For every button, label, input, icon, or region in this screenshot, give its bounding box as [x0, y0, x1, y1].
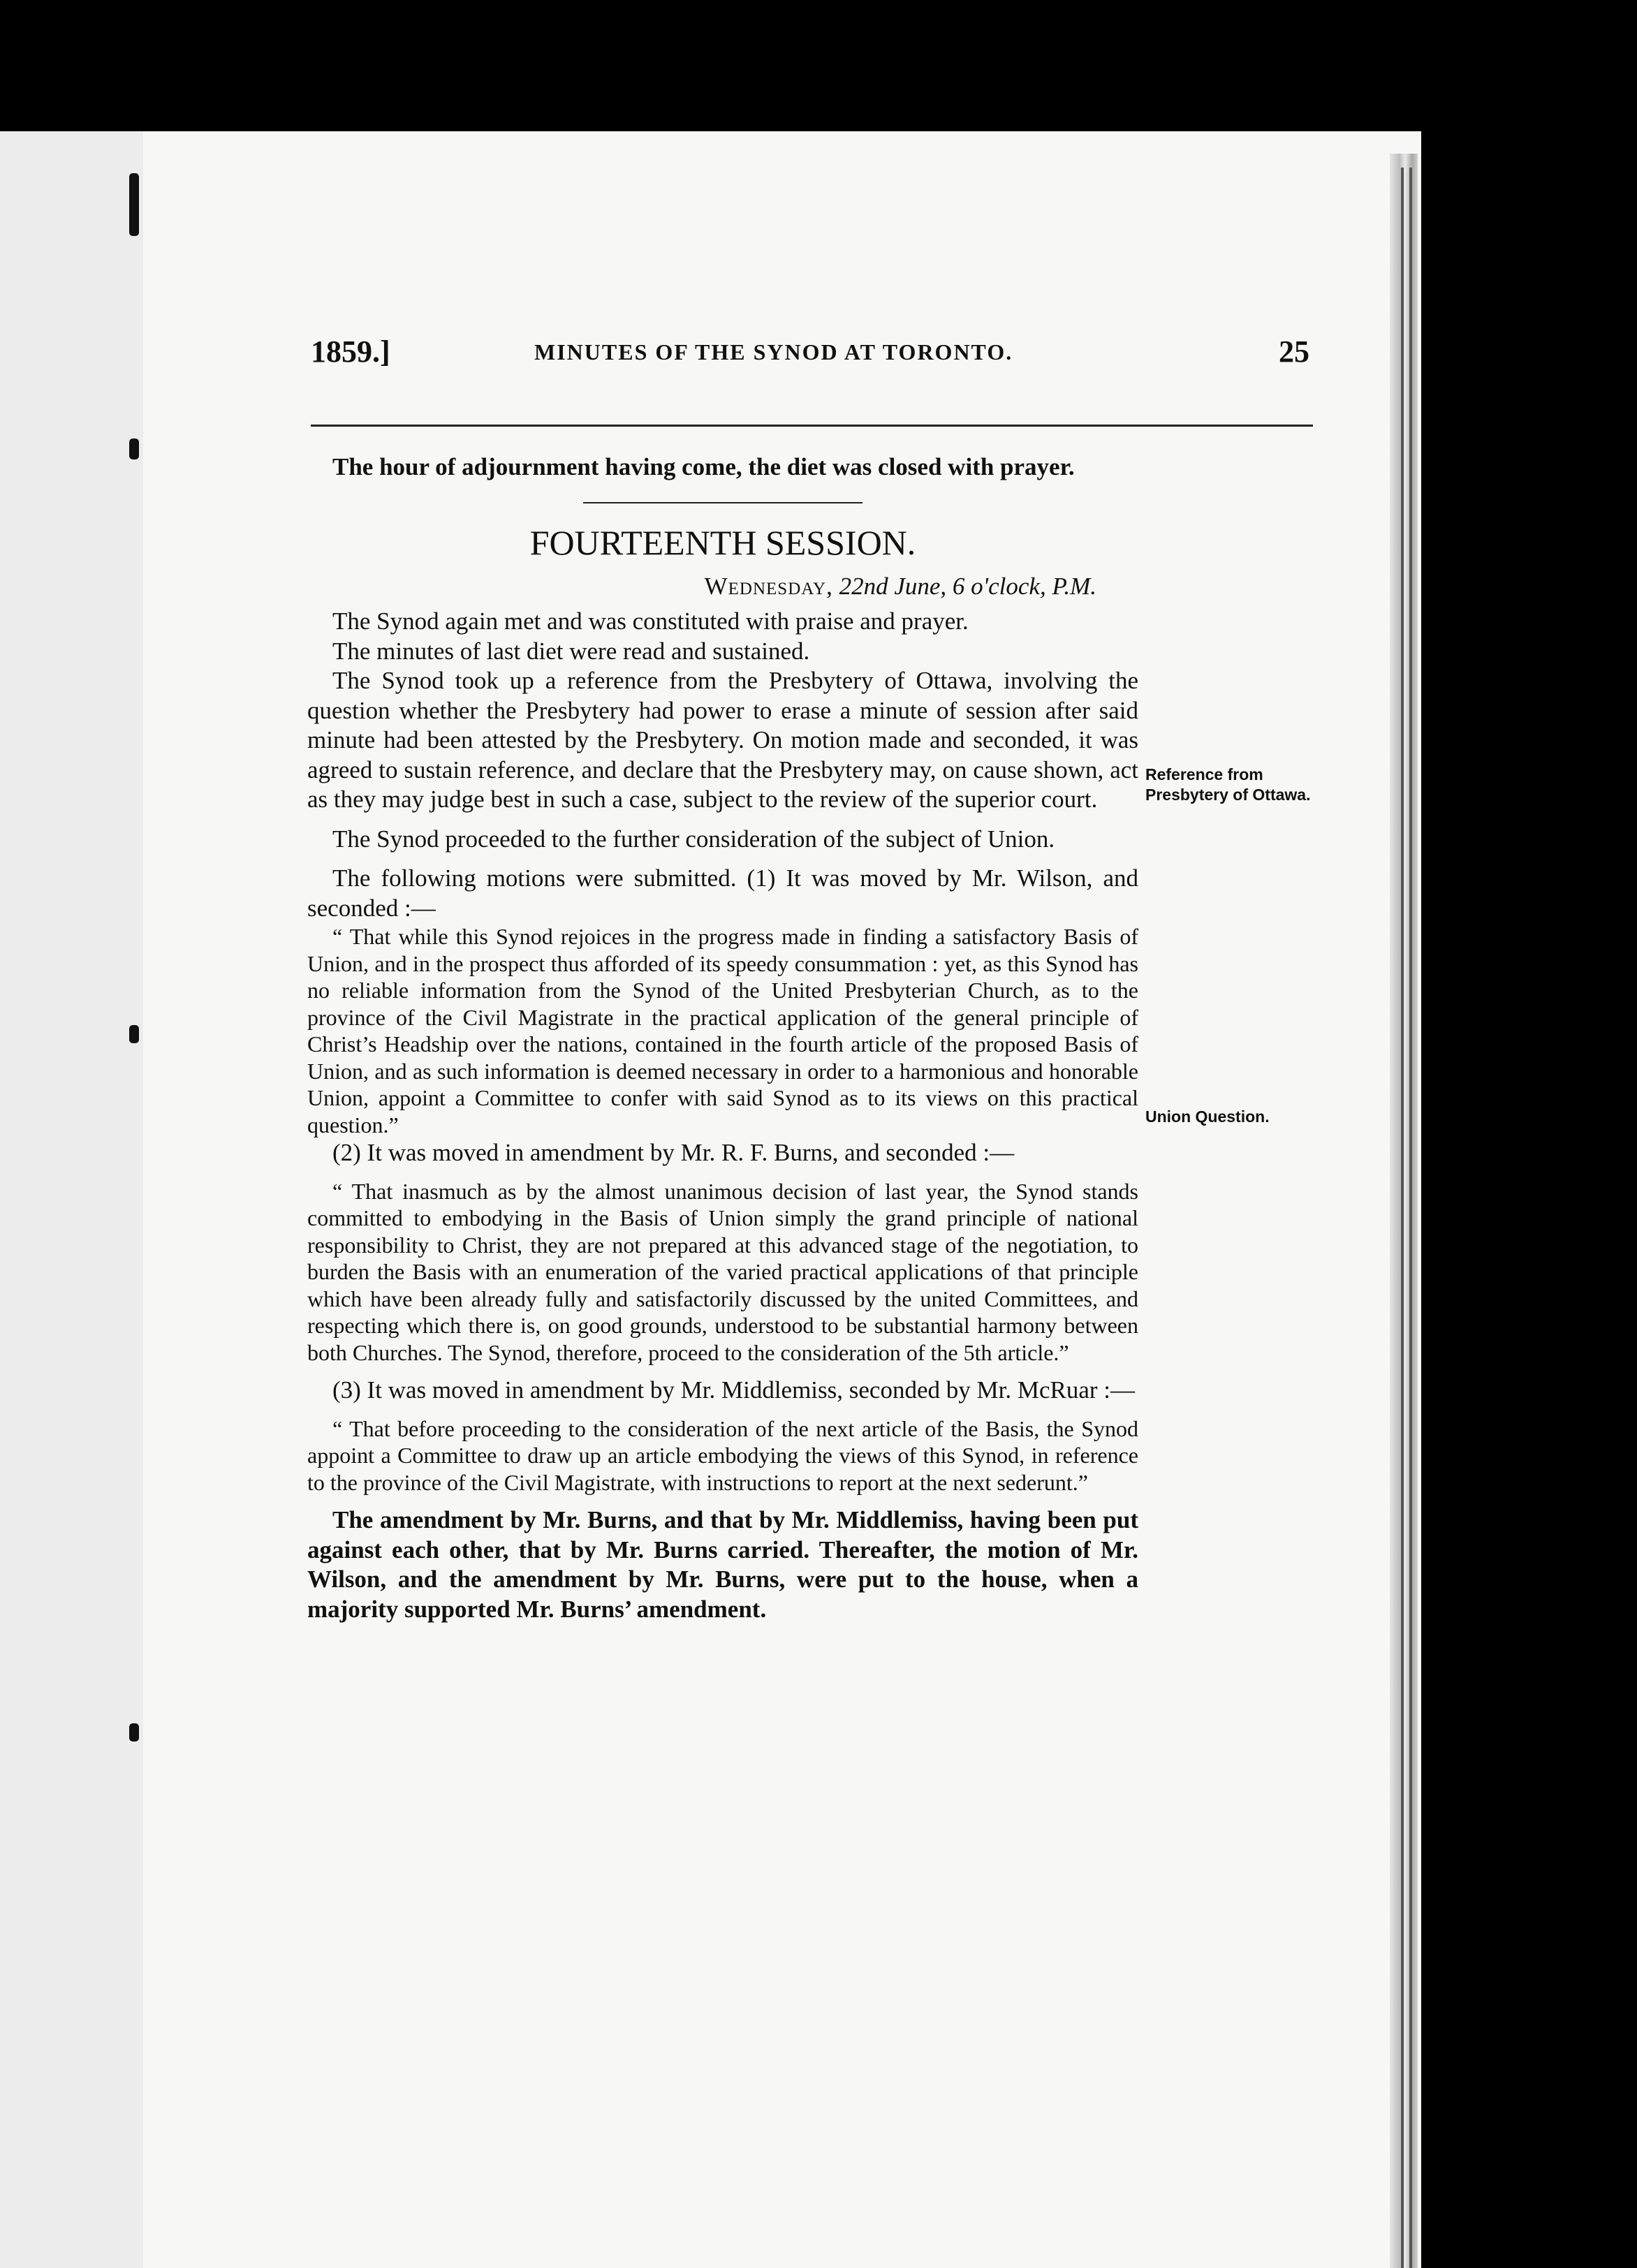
paragraph-burns-amendment: (2) It was moved in amendment by Mr. R. F. Burns, and seconded :— [332, 1139, 1015, 1166]
paragraph-minutes: The minutes of last diet were read and sustained. [332, 637, 810, 665]
spine-mark [129, 1723, 139, 1742]
page-body [307, 452, 1138, 1624]
dateline-time: 6 o'clock, P.M. [952, 572, 1096, 600]
edge-line [1401, 168, 1404, 2268]
ornament-divider [307, 489, 1138, 510]
page-edge [1390, 154, 1418, 2268]
dateline-date: 22nd June, [839, 572, 947, 600]
paragraph-constituted: The Synod again met and was constituted with praise and prayer. [332, 608, 969, 635]
paragraph-vote-result: The amendment by Mr. Burns, and that by Mr. Middlemiss, having been put against each other, that by Mr. Burns carried. Thereafter, the motion of Mr. Wilson, and the amendment by Mr. Burns, were put to the house, when a majority supported Mr. Burns’ amendment. [307, 1506, 1138, 1623]
paragraph-middlemiss-amendment: (3) It was moved in amendment by Mr. Middlemiss, seconded by Mr. McRuar :— [332, 1376, 1136, 1404]
margin-note-reference: Reference from Presbytery of Ottawa. [1145, 765, 1311, 804]
quote-wilson-motion: “ That while this Synod rejoices in the progress made in finding a satisfactory Basis of Union, and in the prospect thus afforded of its speedy consummation : yet, as this Synod has no reliable information from the Synod of the United Presbyterian Church, as to the province of the Civil Magistrate in the practical application of the general principle of Christ’s Headship over the nations, contained in the fourth article of the proposed Basis of Union, and as such information is deemed necessary in order to a harmonious and honorable Union, appoint a Committee to confer with said Synod as to its views on this practical question.” [307, 924, 1138, 1137]
opening-paragraph: The hour of adjournment having come, the diet was closed with prayer. [332, 453, 1075, 480]
session-title: FOURTEENTH SESSION. [529, 522, 916, 562]
paragraph-reference: The Synod took up a reference from the Presbytery of Ottawa, involving the question whether the Presbytery had power to erase a minute of session after said minute had been attested by the Presbytery. On motion made and seconded, it was agreed to sustain reference, and declare that the Presbytery may, on cause shown, act as they may judge best in such a case, subject to the review of the superior court. [307, 667, 1138, 813]
page-number: 25 [1279, 334, 1309, 369]
quote-burns-amendment: “ That inasmuch as by the almost unanimous decision of last year, the Synod stands committed to embodying in the Basis of Union simply the grand principle of national responsibility to Christ, they are not prepared at this advanced stage of the negotiation, to burden the Basis with an enumeration of the varied practical applications of that principle which have been already fully and satisfactorily discussed by the united Committees, and respecting which there is, on good grounds, understood to be substantial harmony between both Churches. The Synod, therefore, proceed to the consideration of the 5th article.” [307, 1178, 1138, 1365]
quote-middlemiss-amendment: “ That before proceeding to the consideration of the next article of the Basis, the Synod appoint a Committee to draw up an article embodying the views of this Synod, in reference to the province of the Civil Magistrate, with instructions to report at the next sederunt.” [307, 1415, 1138, 1495]
spine-mark [129, 173, 139, 236]
header-rule [311, 425, 1313, 427]
dateline [307, 572, 1138, 602]
paragraph-union-subject: The Synod proceeded to the further consideration of the subject of Union. [332, 825, 1055, 853]
header-year: 1859.] [311, 334, 390, 369]
spine-mark [129, 439, 139, 459]
margin-note-union-question: Union Question. [1145, 1107, 1270, 1126]
header-title: MINUTES OF THE SYNOD AT TORONTO. [534, 339, 1013, 364]
spine-mark [129, 1025, 139, 1043]
dateline-day: Wednesday, [704, 572, 833, 600]
running-header [311, 334, 1309, 383]
left-page [0, 131, 145, 2268]
edge-line [1409, 168, 1412, 2268]
paragraph-motions: The following motions were submitted. (1) It was moved by Mr. Wilson, and seconded :— [307, 864, 1138, 922]
